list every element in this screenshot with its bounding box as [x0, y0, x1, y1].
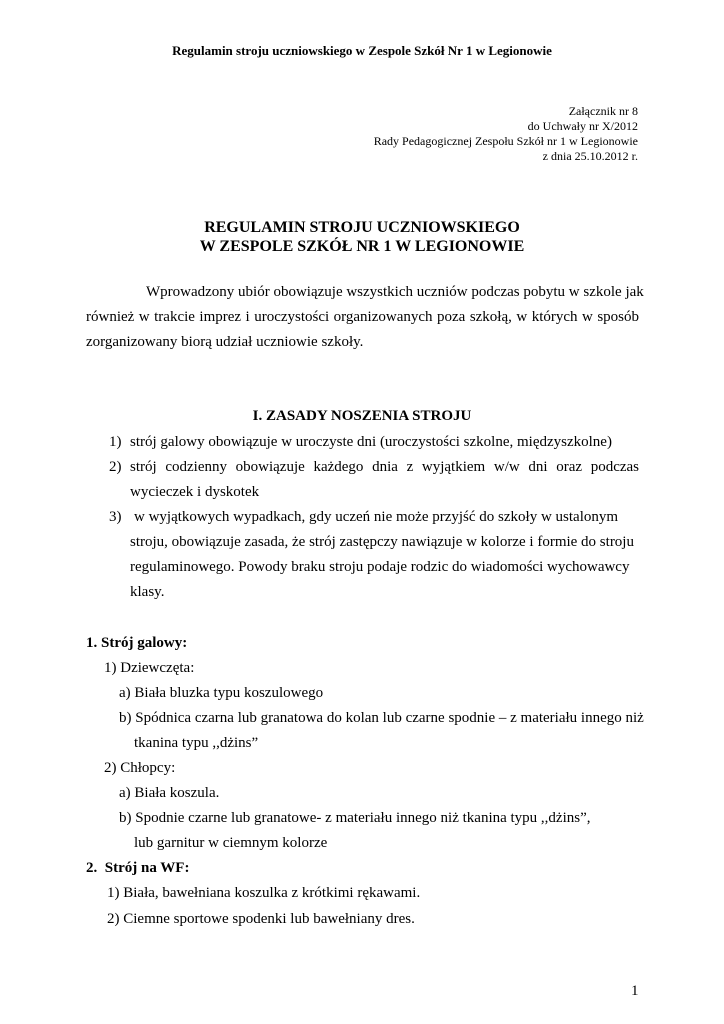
rule-2-line-2: wycieczek i dyskotek [130, 484, 260, 500]
rule-2-number: 2) [109, 459, 122, 475]
boys-item-b-line-1: b) Spodnie czarne lub granatowe- z materiału innego niż tkanina typu ,,dżins”, [119, 810, 591, 826]
section-1-heading: I. ZASADY NOSZENIA STROJU [252, 408, 472, 424]
intro-line-3: zorganizowany biorą udział uczniowie szkoły. [86, 334, 364, 350]
rule-3-line-4: klasy. [130, 584, 165, 600]
page-header: Regulamin stroju uczniowskiego w Zespole Szkół Nr 1 w Legionowie [172, 43, 552, 58]
pe-outfit-heading: 2. Strój na WF: [86, 860, 190, 876]
annex-line-4: z dnia 25.10.2012 r. [542, 149, 638, 163]
pe-item-1: 1) Biała, bawełniana koszulka z krótkimi rękawami. [107, 885, 421, 901]
pe-item-2: 2) Ciemne sportowe spodenki lub bawełniany dres. [107, 911, 415, 927]
annex-line-2: do Uchwały nr X/2012 [527, 119, 638, 133]
girls-label: 1) Dziewczęta: [104, 660, 195, 676]
annex-line-3: Rady Pedagogicznej Zespołu Szkół nr 1 w Legionowie [373, 134, 638, 148]
girls-item-b-line-2: tkanina typu ,,dżins” [134, 735, 259, 751]
boys-label: 2) Chłopcy: [104, 760, 176, 776]
girls-item-b-line-1: b) Spódnica czarna lub granatowa do kolan lub czarne spodnie – z materiału innego niż [119, 710, 644, 726]
document-title-line-2: W ZESPOLE SZKÓŁ NR 1 W LEGIONOWIE [199, 238, 525, 255]
document-title-line-1: REGULAMIN STROJU UCZNIOWSKIEGO [204, 219, 520, 236]
rule-3-number: 3) [109, 509, 122, 525]
boys-item-a: a) Biała koszula. [119, 785, 220, 801]
rule-3-line-2: stroju, obowiązuje zasada, że strój zastępczy nawiązuje w kolorze i formie do stroju [130, 534, 634, 550]
rule-3-line-1: w wyjątkowych wypadkach, gdy uczeń nie może przyjść do szkoły w ustalonym [134, 509, 619, 525]
girls-item-a: a) Biała bluzka typu koszulowego [119, 685, 324, 701]
intro-line-2: również w trakcie imprez i uroczystości organizowanych poza szkołą, w których w sposób [86, 309, 639, 325]
rule-2-line-1: strój codzienny obowiązuje każdego dnia z wyjątkiem w/w dni oraz podczas [130, 459, 639, 475]
rule-1-text: strój galowy obowiązuje w uroczyste dni (uroczystości szkolne, międzyszkolne) [130, 434, 612, 450]
gala-outfit-heading: 1. Strój galowy: [86, 635, 188, 651]
rule-1-number: 1) [109, 434, 122, 450]
page-number: 1 [631, 983, 639, 999]
boys-item-b-line-2: lub garnitur w ciemnym kolorze [134, 835, 328, 851]
annex-line-1: Załącznik nr 8 [568, 104, 638, 118]
intro-line-1: Wprowadzony ubiór obowiązuje wszystkich uczniów podczas pobytu w szkole jak [146, 284, 644, 300]
rule-3-line-3: regulaminowego. Powody braku stroju podaje rodzic do wiadomości wychowawcy [130, 559, 630, 575]
